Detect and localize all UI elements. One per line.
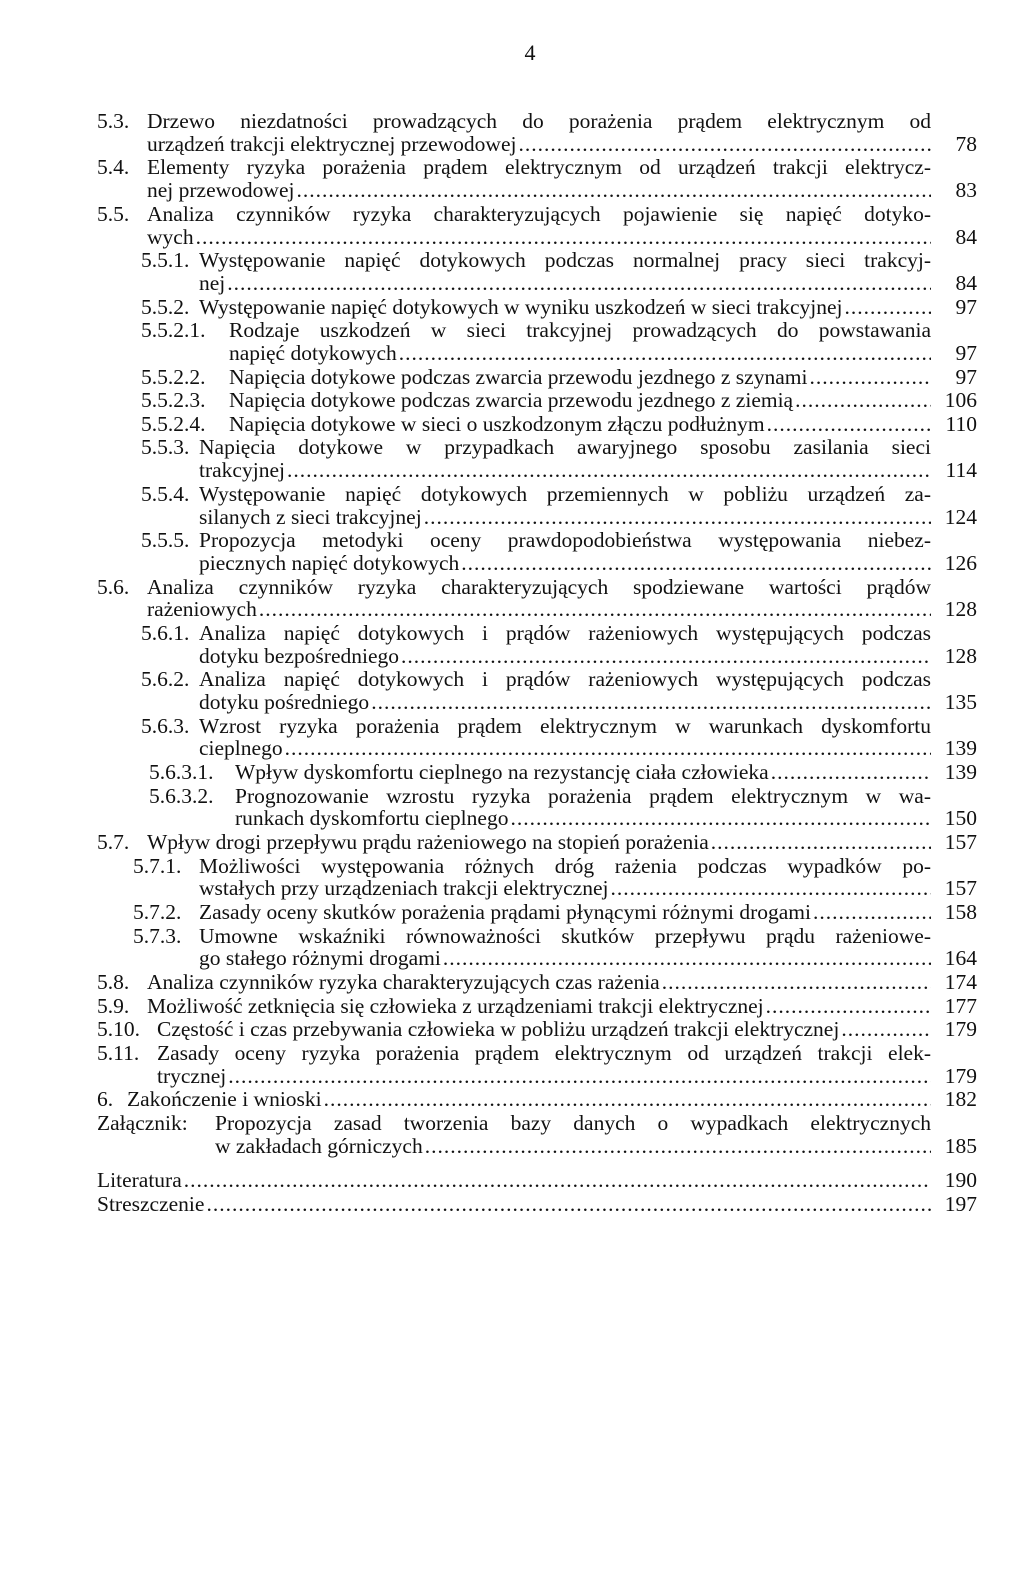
toc-entry xyxy=(97,1088,977,1111)
toc-entry-number: 5.5.2.4. xyxy=(141,411,206,436)
toc-entry-number: 5.5.3. xyxy=(141,435,190,460)
toc-entry-page: 126 xyxy=(944,550,977,575)
dot-leader xyxy=(369,691,931,714)
dot-leader xyxy=(182,1169,931,1192)
toc-entry-number: 5.5.2.1. xyxy=(141,318,206,343)
dot-leader xyxy=(441,947,931,970)
toc-entry-text: nej przewodowej xyxy=(147,178,295,203)
toc-entry xyxy=(97,436,977,482)
toc-entry-title xyxy=(147,971,977,994)
dot-leader xyxy=(257,598,931,621)
toc-entry-text: Analiza napięć dotykowych i prądów rażeniowych występujących podczas xyxy=(199,620,931,645)
dot-leader xyxy=(769,761,931,784)
toc-entry-title xyxy=(199,622,977,668)
toc-entry-text: silanych z sieci trakcyjnej xyxy=(199,504,422,529)
dot-leader xyxy=(283,737,931,760)
toc-entry-title xyxy=(147,576,977,622)
toc-entry-number: 5.5.2. xyxy=(141,294,190,319)
dot-leader xyxy=(422,506,931,529)
dot-leader xyxy=(765,413,931,436)
toc-entry-text: Analiza czynników ryzyka charakteryzujących pojawienie się napięć dotyko- xyxy=(147,201,931,226)
toc-entry xyxy=(97,715,977,761)
toc-entry xyxy=(97,995,977,1018)
dot-leader xyxy=(423,1135,931,1158)
toc-entry-title xyxy=(157,1042,977,1088)
toc-entry-text: dotyku pośredniego xyxy=(199,690,370,715)
dot-leader xyxy=(709,831,931,854)
toc-entry-text: Analiza napięć dotykowych i prądów rażeniowych występujących podczas xyxy=(199,667,931,692)
toc-entry-number: 5.6.3.1. xyxy=(149,760,214,785)
toc-entry-title xyxy=(147,110,977,156)
toc-entry xyxy=(97,203,977,249)
toc-entry-title xyxy=(147,831,977,854)
table-of-contents xyxy=(97,110,977,1217)
toc-entry-text: Wpływ drogi przepływu prądu rażeniowego na stopień porażenia xyxy=(147,830,709,855)
toc-entry-title xyxy=(199,529,977,575)
dot-leader xyxy=(397,342,931,365)
toc-entry-text: Występowanie napięć dotykowych w wyniku uszkodzeń w sieci trakcyjnej xyxy=(199,294,843,319)
toc-entry xyxy=(97,529,977,575)
dot-leader xyxy=(204,1193,931,1216)
dot-leader xyxy=(793,389,931,412)
toc-entry-text: Rodzaje uszkodzeń w sieci trakcyjnej prowadzących do powstawania xyxy=(229,318,931,343)
toc-entry-number: 5.5.2.3. xyxy=(141,388,206,413)
toc-entry-number: 5.11. xyxy=(97,1040,140,1065)
toc-entry-page: 114 xyxy=(945,458,977,483)
toc-entry-text: Streszczenie xyxy=(97,1191,205,1216)
toc-entry-text: Umowne wskaźniki równoważności skutków przepływu prądu rażeniowe- xyxy=(199,923,931,948)
dot-leader xyxy=(508,807,931,830)
toc-entry xyxy=(97,785,977,831)
toc-entry-text: Prognozowanie wzrostu ryzyka porażenia prądem elektrycznym w wa- xyxy=(235,783,931,808)
toc-entry-text: wstałych przy urządzeniach trakcji elektrycznej xyxy=(199,876,609,901)
toc-entry-page: 190 xyxy=(944,1168,977,1193)
toc-entry-title xyxy=(199,855,977,901)
toc-entry-number: 5.7.2. xyxy=(133,900,182,925)
dot-leader xyxy=(811,901,931,924)
toc-entry-title xyxy=(199,901,977,924)
dot-leader xyxy=(194,226,931,249)
toc-entry-text: trakcyjnej xyxy=(199,458,285,483)
toc-entry-page: 150 xyxy=(944,806,977,831)
toc-entry xyxy=(97,413,977,436)
toc-entry xyxy=(97,296,977,319)
toc-entry-text: napięć dotykowych xyxy=(229,340,397,365)
toc-entry-text: dotyku bezpośredniego xyxy=(199,643,400,668)
toc-entry-title xyxy=(229,389,977,412)
toc-entry-text: trycznej xyxy=(157,1063,227,1088)
toc-entry xyxy=(97,622,977,668)
toc-entry-text: Propozycja zasad tworzenia bazy danych o wypadkach elektrycznych xyxy=(215,1110,931,1135)
toc-entry-title xyxy=(229,319,977,365)
toc-entry-text: Analiza czynników ryzyka charakteryzujących spodziewane wartości prądów xyxy=(147,574,931,599)
toc-entry-text: Możliwość zetknięcia się człowieka z urządzeniami trakcji elektrycznej xyxy=(147,993,764,1018)
toc-entry-text: Elementy ryzyka porażenia prądem elektrycznym od urządzeń trakcji elektrycz- xyxy=(147,155,931,180)
toc-entry-page: 124 xyxy=(944,504,977,529)
toc-entry-number: 5.5.5. xyxy=(141,528,190,553)
toc-entry-title xyxy=(235,785,977,831)
toc-entry xyxy=(97,761,977,784)
toc-entry-text: nej xyxy=(199,270,226,295)
toc-entry xyxy=(97,366,977,389)
toc-entry-page: 139 xyxy=(944,736,977,761)
toc-entry-number: 5.4. xyxy=(97,155,130,180)
toc-entry-page: 139 xyxy=(944,760,977,785)
toc-entry xyxy=(97,901,977,924)
dot-leader xyxy=(399,645,931,668)
toc-entry-text: w zakładach górniczych xyxy=(215,1133,423,1158)
toc-entry xyxy=(97,483,977,529)
toc-entry-text: Częstość i czas przebywania człowieka w pobliżu urządzeń trakcji elektrycznej xyxy=(157,1017,840,1042)
toc-entry-text: Analiza czynników ryzyka charakteryzujących czas rażenia xyxy=(147,970,660,995)
toc-entry-text: piecznych napięć dotykowych xyxy=(199,550,460,575)
toc-entry-number: 5.9. xyxy=(97,993,130,1018)
toc-entry xyxy=(97,1018,977,1041)
toc-entry-text: Wzrost ryzyka porażenia prądem elektrycznym w warunkach dyskomfortu xyxy=(199,713,931,738)
toc-entry-text: Propozycja metodyki oceny prawdopodobieństwa występowania niebez- xyxy=(199,528,931,553)
toc-entry-title xyxy=(147,156,977,202)
toc-entry-text: runkach dyskomfortu cieplnego xyxy=(235,806,509,831)
toc-entry-title xyxy=(147,995,977,1018)
dot-leader xyxy=(608,877,931,900)
toc-entry-text: Napięcia dotykowe w sieci o uszkodzonym złączu podłużnym xyxy=(229,411,765,436)
toc-entry xyxy=(97,389,977,412)
toc-entry-title xyxy=(147,203,977,249)
toc-entry-page: 106 xyxy=(944,388,977,413)
toc-entry-page: 179 xyxy=(944,1017,977,1042)
toc-entry-title xyxy=(199,296,977,319)
toc-entry-number: 6. xyxy=(97,1087,114,1112)
dot-leader xyxy=(660,971,931,994)
dot-leader xyxy=(807,366,931,389)
toc-entry-title xyxy=(199,668,977,714)
toc-entry xyxy=(97,971,977,994)
toc-entry-title xyxy=(215,1112,977,1158)
toc-entry-text: Występowanie napięć dotykowych podczas normalnej pracy sieci trakcyj- xyxy=(199,248,931,273)
toc-entry-page: 177 xyxy=(944,993,977,1018)
toc-entry-title xyxy=(97,1193,977,1216)
toc-entry-number: 5.5.4. xyxy=(141,481,190,506)
toc-entry-title xyxy=(229,366,977,389)
toc-entry xyxy=(97,156,977,202)
toc-entry-page: 128 xyxy=(944,643,977,668)
toc-entry-page: 174 xyxy=(944,970,977,995)
toc-entry xyxy=(97,1042,977,1088)
toc-entry-page: 97 xyxy=(955,364,977,389)
toc-entry-page: 157 xyxy=(944,876,977,901)
toc-entry xyxy=(97,1193,977,1216)
toc-entry-page: 158 xyxy=(944,900,977,925)
toc-entry-title xyxy=(199,925,977,971)
dot-leader xyxy=(285,459,931,482)
toc-entry-text: urządzeń trakcji elektrycznej przewodowej xyxy=(147,131,517,156)
toc-entry-text: rażeniowych xyxy=(147,597,257,622)
toc-entry xyxy=(97,249,977,295)
toc-entry-page: 197 xyxy=(944,1191,977,1216)
toc-entry-text: wych xyxy=(147,224,194,249)
toc-entry-number: 5.10. xyxy=(97,1017,140,1042)
toc-entry-page: 179 xyxy=(944,1063,977,1088)
toc-entry-number: 5.6.1. xyxy=(141,620,190,645)
toc-entry-number: 5.8. xyxy=(97,970,130,995)
toc-entry-page: 110 xyxy=(945,411,977,436)
toc-entry xyxy=(97,668,977,714)
toc-entry-page: 135 xyxy=(944,690,977,715)
toc-entry-page: 83 xyxy=(955,178,977,203)
dot-leader xyxy=(225,272,931,295)
toc-entry-number: 5.6. xyxy=(97,574,130,599)
toc-entry xyxy=(97,319,977,365)
toc-entry-number: 5.6.3.2. xyxy=(149,783,214,808)
toc-entry-number: 5.3. xyxy=(97,109,130,133)
toc-entry-number: 5.5.2.2. xyxy=(141,364,206,389)
toc-entry-number: 5.7.3. xyxy=(133,923,182,948)
toc-entry-number: 5.5.1. xyxy=(141,248,190,273)
toc-entry xyxy=(97,1169,977,1192)
toc-entry-title xyxy=(199,483,977,529)
toc-entry-title xyxy=(157,1018,977,1041)
toc-entry-number: Załącznik: xyxy=(97,1110,188,1135)
toc-entry-number: 5.7. xyxy=(97,830,130,855)
toc-entry-title xyxy=(127,1088,977,1111)
toc-entry-page: 182 xyxy=(944,1087,977,1112)
toc-entry-title xyxy=(235,761,977,784)
dot-leader xyxy=(839,1018,931,1041)
toc-entry-title xyxy=(97,1169,977,1192)
toc-entry-number: 5.6.2. xyxy=(141,667,190,692)
dot-leader xyxy=(226,1065,931,1088)
dot-leader xyxy=(843,296,931,319)
page-number: 4 xyxy=(524,40,536,65)
toc-entry-text: Drzewo niezdatności prowadzących do porażenia prądem elektrycznym od xyxy=(147,109,931,133)
dot-leader xyxy=(764,995,931,1018)
toc-entry-number: 5.6.3. xyxy=(141,713,190,738)
toc-entry-page: 164 xyxy=(944,946,977,971)
toc-entry-page: 185 xyxy=(944,1133,977,1158)
toc-entry-text: Literatura xyxy=(97,1168,182,1193)
toc-entry-text: Wpływ dyskomfortu cieplnego na rezystancję ciała człowieka xyxy=(235,760,769,785)
toc-entry xyxy=(97,855,977,901)
dot-leader xyxy=(516,133,931,156)
toc-entry xyxy=(97,925,977,971)
toc-entry-number: 5.5. xyxy=(97,201,130,226)
toc-entry xyxy=(97,110,977,156)
toc-entry-text: Zakończenie i wnioski xyxy=(127,1087,322,1112)
toc-entry-page: 84 xyxy=(955,270,977,295)
toc-entry-title xyxy=(199,715,977,761)
toc-entry-page: 78 xyxy=(955,131,977,156)
toc-entry-text: Napięcia dotykowe w przypadkach awaryjnego sposobu zasilania sieci xyxy=(199,435,931,460)
toc-entry xyxy=(97,576,977,622)
toc-entry xyxy=(97,1112,977,1158)
toc-entry-text: Możliwości występowania różnych dróg rażenia podczas wypadków po- xyxy=(199,853,931,878)
toc-entry-page: 128 xyxy=(944,597,977,622)
toc-entry-page: 84 xyxy=(955,224,977,249)
toc-entry xyxy=(97,831,977,854)
toc-entry-page: 157 xyxy=(944,830,977,855)
toc-entry-text: Napięcia dotykowe podczas zwarcia przewodu jezdnego z ziemią xyxy=(229,388,794,413)
toc-entry-number: 5.7.1. xyxy=(133,853,182,878)
toc-entry-text: Zasady oceny ryzyka porażenia prądem elektrycznym od urządzeń trakcji elek- xyxy=(157,1040,931,1065)
toc-entry-page: 97 xyxy=(955,340,977,365)
toc-entry-text: Występowanie napięć dotykowych przemiennych w pobliżu urządzeń za- xyxy=(199,481,931,506)
toc-entry-title xyxy=(229,413,977,436)
toc-entry-page: 97 xyxy=(955,294,977,319)
dot-leader xyxy=(294,179,931,202)
toc-entry-text: cieplnego xyxy=(199,736,283,761)
toc-entry-text: go stałego różnymi drogami xyxy=(199,946,441,971)
toc-entry-title xyxy=(199,436,977,482)
dot-leader xyxy=(459,552,931,575)
toc-entry-text: Napięcia dotykowe podczas zwarcia przewodu jezdnego z szynami xyxy=(229,364,808,389)
dot-leader xyxy=(322,1088,931,1111)
toc-entry-text: Zasady oceny skutków porażenia prądami płynącymi różnymi drogami xyxy=(199,900,811,925)
toc-entry-title xyxy=(199,249,977,295)
